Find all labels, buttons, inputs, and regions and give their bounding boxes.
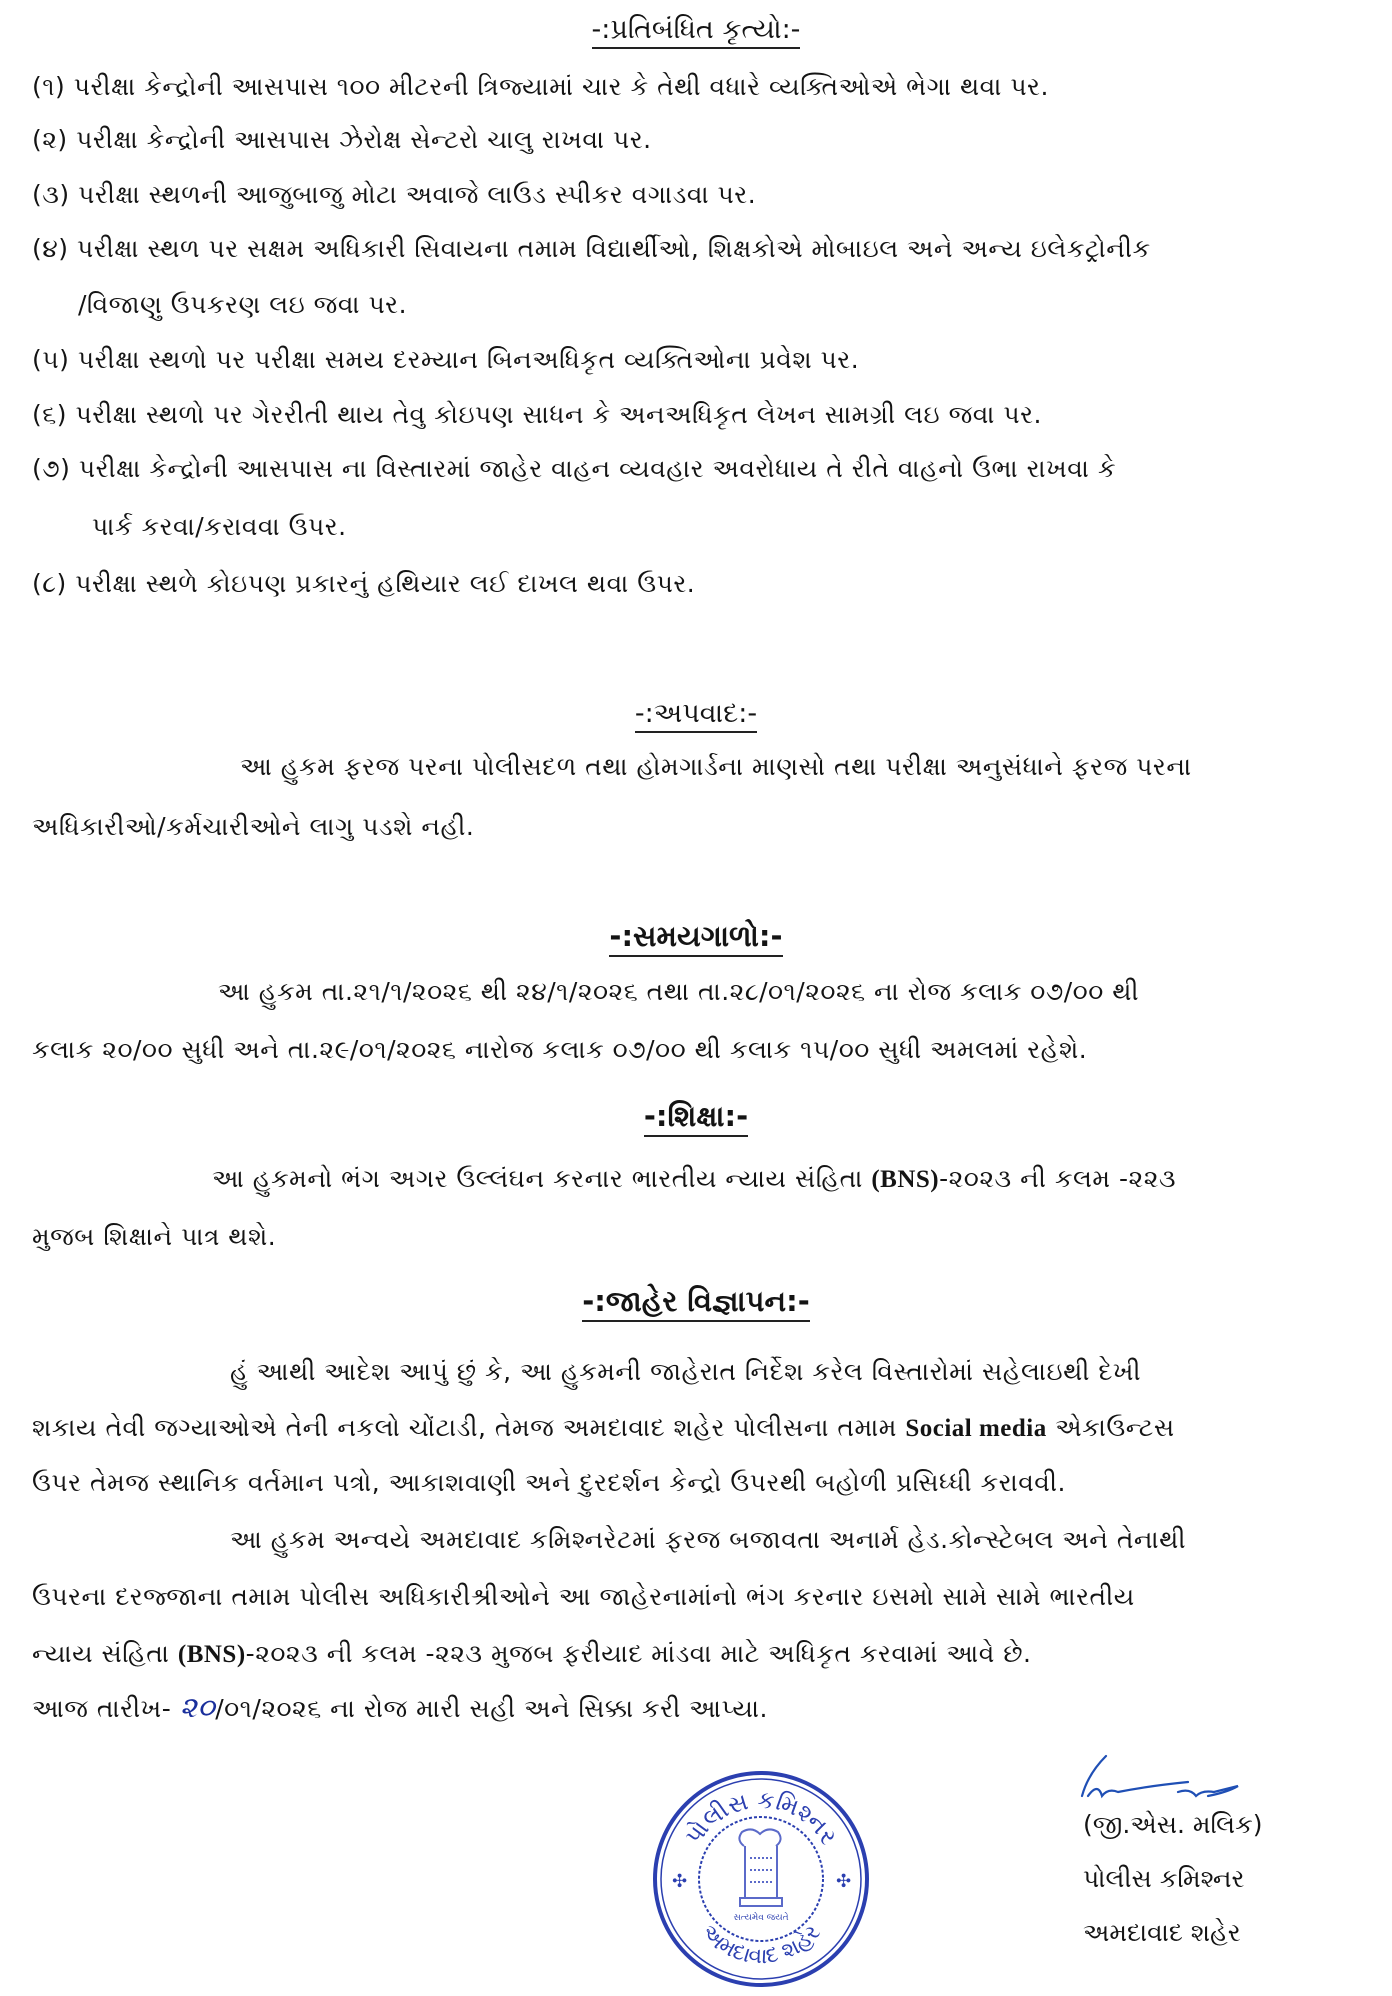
notice-text: શકાય તેવી જગ્યાઓએ તેની નકલો ચોંટાડી, તેમજ અમદાવાદ શહેર પોલીસના તમામ <box>32 1413 906 1442</box>
notice-p2-line-1: આ હુકમ અન્વયે અમદાવાદ કમિશ્નરેટમાં ફરજ બજાવતા અનાર્મ હેડ.કોન્સ્ટેબલ અને તેનાથી <box>230 1525 1186 1554</box>
handwritten-signature <box>1078 1752 1278 1802</box>
police-commissioner-seal <box>650 1768 872 1990</box>
prohibited-item-1 <box>32 70 1049 104</box>
signatory-designation: પોલીસ કમિશ્નર <box>1083 1864 1245 1893</box>
item-text: પરીક્ષા કેન્દ્રોની આસપાસ ૧૦૦ મીટરની ત્રિજ્યામાં ચાર કે તેથી વધારે વ્યક્તિઓએ ભેગા થવા પર. <box>73 72 1049 101</box>
item-text: /વિજાણુ ઉપકરણ લઇ જવા પર. <box>78 290 408 319</box>
bns-abbreviation: (BNS) <box>177 1641 246 1668</box>
item-text: પાર્ક કરવા/કરાવવા ઉપર. <box>92 512 347 541</box>
bns-abbreviation: (BNS) <box>871 1166 940 1193</box>
heading-text: -:સમયગાળો:- <box>609 919 782 957</box>
item-text: પરીક્ષા સ્થળો પર પરીક્ષા સમય દરમ્યાન બિનઅધિકૃત વ્યક્તિઓના પ્રવેશ પર. <box>77 345 860 374</box>
penalty-text: આ હુકમનો ભંગ અગર ઉલ્લંઘન કરનાર ભારતીય ન્યાય સંહિતા <box>212 1164 872 1193</box>
item-text: પરીક્ષા કેન્દ્રોની આસપાસ ઝેરોક્ષ સેન્ટરો ચાલુ રાખવા પર. <box>76 125 652 154</box>
seal-emblem-icon <box>650 1768 872 1990</box>
issue-date-line <box>32 1690 768 1726</box>
prohibited-item-7 <box>32 452 1116 486</box>
svg-text:સત્યમેવ જયતે: સત્યમેવ જયતે <box>733 1913 789 1923</box>
item-number: (૫) <box>32 345 70 374</box>
heading-text: -:અપવાદ:- <box>635 698 757 733</box>
date-text: /૦૧/૨૦૨૬ ના રોજ મારી સહી અને સિક્કા કરી આપ્યા. <box>215 1694 768 1723</box>
signatory-name: (જી.એસ. મલિક) <box>1083 1810 1263 1839</box>
notice-p2-line-2: ઉપરના દરજ્જાના તમામ પોલીસ અધિકારીશ્રીઓને આ જાહેરનામાંનો ભંગ કરનાર ઇસમો સામે સામે ભારતીય <box>32 1582 1135 1611</box>
heading-exception <box>0 696 1392 732</box>
date-label: આજ તારીખ- <box>32 1694 180 1723</box>
prohibited-item-6 <box>32 398 1042 432</box>
notice-p1-line-1: હું આથી આદેશ આપું છું કે, આ હુકમની જાહેરાત નિર્દેશ કરેલ વિસ્તારોમાં સહેલાઇથી દેખી <box>230 1357 1142 1386</box>
item-text: પરીક્ષા સ્થળની આજુબાજુ મોટા અવાજે લાઉડ સ્પીકર વગાડવા પર. <box>78 180 757 209</box>
notice-p2-line-3 <box>32 1637 1032 1672</box>
prohibited-item-3 <box>32 178 756 212</box>
signature-scribble-icon <box>1078 1752 1278 1802</box>
heading-text: -:શિક્ષા:- <box>644 1099 748 1137</box>
prohibited-item-4 <box>32 232 1151 266</box>
penalty-text: -૨૦૨૩ ની કલમ -૨૨૩ <box>939 1164 1177 1193</box>
item-number: (૬) <box>32 400 68 429</box>
prohibited-item-4-continuation <box>78 288 407 322</box>
heading-duration <box>0 918 1392 956</box>
svg-text:✣: ✣ <box>836 1871 852 1892</box>
exception-line-1: આ હુકમ ફરજ પરના પોલીસદળ તથા હોમગાર્ડના માણસો તથા પરીક્ષા અનુસંધાને ફરજ પરના <box>240 752 1192 781</box>
prohibited-item-8 <box>32 567 695 601</box>
svg-text:અમદાવાદ શહેર: અમદાવાદ શહેર <box>696 1920 826 1970</box>
svg-text:પોલીસ કમિશ્નર: પોલીસ કમિશ્નર <box>679 1785 843 1850</box>
item-number: (૭) <box>32 454 71 483</box>
heading-public-notice <box>0 1283 1392 1321</box>
item-text: પરીક્ષા સ્થળો પર ગેરરીતી થાય તેવુ કોઇપણ સાધન કે અનઅધિકૃત લેખન સામગ્રી લઇ જવા પર. <box>75 400 1042 429</box>
prohibited-item-5 <box>32 343 859 377</box>
item-number: (૪) <box>32 234 69 263</box>
item-text: પરીક્ષા સ્થળે કોઇપણ પ્રકારનું હથિયાર લઈ દાખલ થવા ઉપર. <box>75 569 696 598</box>
penalty-line-1 <box>212 1162 1176 1197</box>
item-number: (૮) <box>32 569 67 598</box>
heading-text: -:જાહેર વિજ્ઞાપન:- <box>582 1284 810 1322</box>
prohibited-item-7-continuation <box>92 510 347 544</box>
item-number: (૨) <box>32 125 68 154</box>
social-media-text: Social media <box>905 1415 1047 1442</box>
notice-text: એકાઉન્ટસ <box>1046 1413 1175 1442</box>
heading-penalty <box>0 1098 1392 1136</box>
duration-line-2: કલાક ૨૦/૦૦ સુધી અને તા.૨૯/૦૧/૨૦૨૬ નારોજ કલાક ૦૭/૦૦ થી કલાક ૧૫/૦૦ સુધી અમલમાં રહેશે. <box>32 1035 1088 1064</box>
prohibited-item-2 <box>32 123 652 157</box>
item-text: પરીક્ષા સ્થળ પર સક્ષમ અધિકારી સિવાયના તમામ વિદ્યાર્થીઓ, શિક્ષકોએ મોબાઇલ અને અન્ય ઇલેકટ્રોનીક <box>76 234 1151 263</box>
notice-text: ન્યાય સંહિતા <box>32 1639 178 1668</box>
item-text: પરીક્ષા કેન્દ્રોની આસપાસ ના વિસ્તારમાં જાહેર વાહન વ્યવહાર અવરોધાય તે રીતે વાહનો ઉભા રાખવા કે <box>78 454 1117 483</box>
item-number: (૧) <box>32 72 66 101</box>
svg-text:✣: ✣ <box>672 1871 688 1892</box>
duration-line-1: આ હુકમ તા.૨૧/૧/૨૦૨૬ થી ૨૪/૧/૨૦૨૬ તથા તા.૨૮/૦૧/૨૦૨૬ ના રોજ કલાક ૦૭/૦૦ થી <box>218 977 1140 1006</box>
penalty-line-2: મુજબ શિક્ષાને પાત્ર થશે. <box>32 1222 277 1251</box>
notice-p1-line-3: ઉપર તેમજ સ્થાનિક વર્તમાન પત્રો, આકાશવાણી અને દુરદર્શન કેન્દ્રો ઉપરથી બહોળી પ્રસિધ્ધી કરાવવી. <box>32 1468 1066 1497</box>
notice-p1-line-2 <box>32 1411 1175 1446</box>
signatory-office: અમદાવાદ શહેર <box>1083 1918 1241 1947</box>
heading-text: -:પ્રતિબંધિત કૃત્યો:- <box>592 14 801 49</box>
item-number: (૩) <box>32 180 70 209</box>
handwritten-day: ૨૦ <box>179 1690 216 1724</box>
exception-line-2: અધિકારીઓ/કર્મચારીઓને લાગુ પડશે નહી. <box>32 812 475 841</box>
notice-text: -૨૦૨૩ ની કલમ -૨૨૩ મુજબ ફરીયાદ માંડવા માટે અધિકૃત કરવામાં આવે છે. <box>245 1639 1032 1668</box>
heading-prohibited-acts <box>0 12 1392 48</box>
